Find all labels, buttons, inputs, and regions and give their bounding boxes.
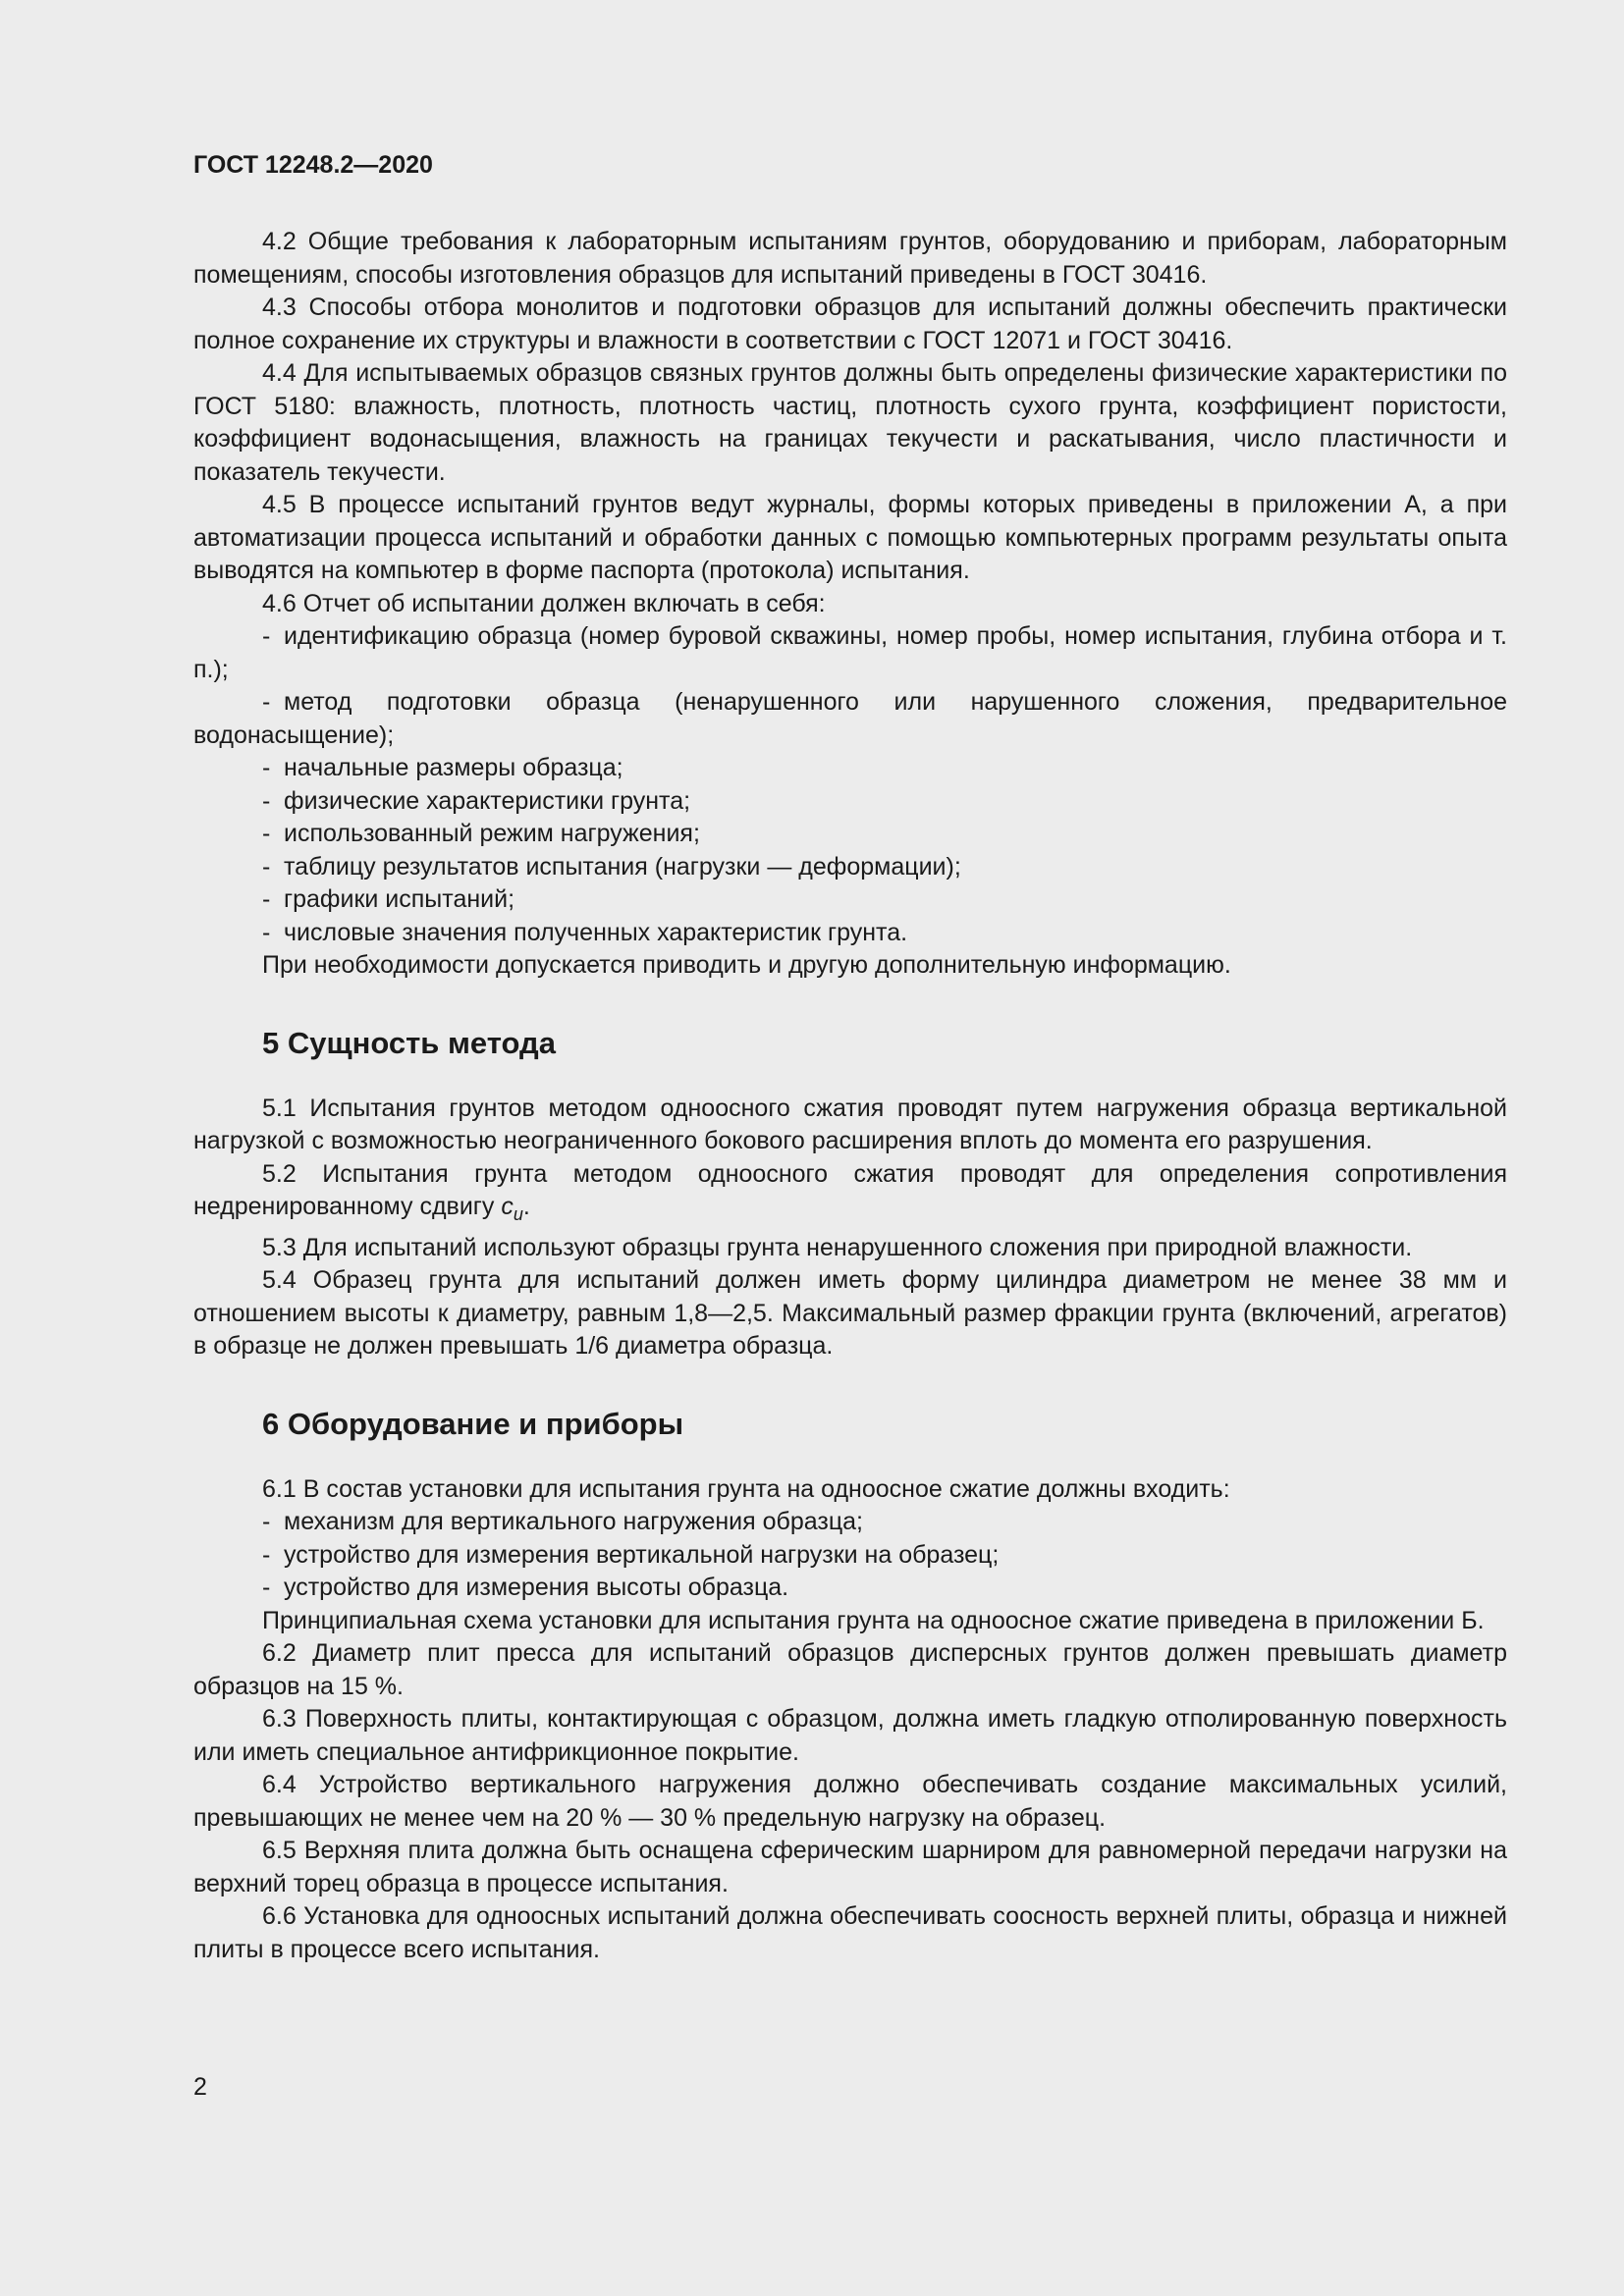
paragraph-5-2-text: 5.2 Испытания грунта методом одноосного сжатия проводят для определения сопротивления недренированному сдвигу (193, 1159, 1507, 1220)
list-dash: - (262, 1574, 271, 1601)
document-code-header: ГОСТ 12248.2—2020 (193, 151, 433, 179)
cu-symbol: c (501, 1193, 514, 1220)
paragraph-4-6: 4.6 Отчет об испытании должен включать в себя: (262, 589, 826, 617)
paragraph-4-5: 4.5 В процессе испытаний грунтов ведут журналы, формы которых приведены в приложении А, а при автоматизации процесса испытаний и обработки данных с помощью компьютерных программ результаты опыта выводятся на компьютер в форме паспорта (протокола) испытания. (193, 491, 1507, 584)
list-item (193, 686, 1507, 752)
list-dash: - (262, 885, 271, 913)
list-item (193, 917, 1507, 950)
paragraph-4-2: 4.2 Общие требования к лабораторным испытаниям грунтов, оборудованию и приборам, лабораторным помещениям, способы изготовления образцов для испытаний приведены в ГОСТ 30416. (193, 228, 1507, 289)
list-dash: - (262, 786, 271, 815)
paragraph-6-2: 6.2 Диаметр плит пресса для испытаний образцов дисперсных грунтов должен превышать диаметр образцов на 15 %. (193, 1639, 1507, 1700)
list-item-text: графики испытаний; (284, 885, 515, 913)
paragraph-4-4: 4.4 Для испытываемых образцов связных грунтов должны быть определены физические характеристики по ГОСТ 5180: влажность, плотность, плотность частиц, плотность сухого грунта, коэффициент пористости, коэффициент водонасыщения, влажность на границах текучести и раскатывания, число пластичности и показатель текучести. (193, 359, 1507, 486)
list-dash: - (262, 1508, 271, 1535)
paragraph-4-3: 4.3 Способы отбора монолитов и подготовки образцов для испытаний должны обеспечить практически полное сохранение их структуры и влажности в соответствии с ГОСТ 12071 и ГОСТ 30416. (193, 294, 1507, 354)
list-dash: - (262, 688, 271, 716)
list-dash: - (262, 622, 271, 650)
paragraph-6-3: 6.3 Поверхность плиты, контактирующая с образцом, должна иметь гладкую отполированную поверхность или иметь специальное антифрикционное покрытие. (193, 1705, 1507, 1766)
paragraph-4-6-note: При необходимости допускается приводить и другую дополнительную информацию. (262, 951, 1231, 979)
list-item (193, 883, 1507, 917)
paragraph-6-6: 6.6 Установка для одноосных испытаний должна обеспечивать соосность верхней плиты, образца и нижней плиты в процессе всего испытания. (193, 1902, 1507, 1963)
list-dash: - (262, 852, 271, 881)
list-item (193, 818, 1507, 851)
list-item-text: метод подготовки образца (ненарушенного или нарушенного сложения, предварительное водонасыщение); (193, 688, 1507, 749)
list-dash: - (262, 1540, 271, 1569)
list-item (193, 1539, 1507, 1573)
list-item-text: использованный режим нагружения; (284, 820, 700, 847)
list-item-text: идентификацию образца (номер буровой скважины, номер пробы, номер испытания, глубина отбора и т. п.); (193, 622, 1507, 683)
document-page (193, 147, 1507, 1966)
list-item (193, 620, 1507, 686)
list-dash: - (262, 820, 271, 847)
list-item-text: физические характеристики грунта; (284, 786, 691, 815)
section-5-title: 5 Сущность метода (262, 1025, 556, 1060)
list-item-text: числовые значения полученных характеристик грунта. (284, 918, 908, 946)
list-item (193, 1506, 1507, 1539)
list-item-text: таблицу результатов испытания (нагрузки — деформации); (284, 852, 961, 881)
list-dash: - (262, 918, 271, 946)
list-item-text: устройство для измерения высоты образца. (284, 1574, 789, 1601)
list-dash: - (262, 754, 271, 781)
paragraph-6-4: 6.4 Устройство вертикального нагружения должно обеспечивать создание максимальных усилий, превышающих не менее чем на 20 % — 30 % предельную нагрузку на образец. (193, 1771, 1507, 1832)
list-item-text: устройство для измерения вертикальной нагрузки на образец; (284, 1540, 1000, 1569)
cu-subscript: u (513, 1204, 523, 1224)
list-item (193, 1572, 1507, 1605)
paragraph-5-2-end: . (522, 1193, 530, 1220)
list-item-text: механизм для вертикального нагружения образца; (284, 1508, 863, 1535)
list-item (193, 785, 1507, 819)
paragraph-5-1: 5.1 Испытания грунтов методом одноосного сжатия проводят путем нагружения образца вертикальной нагрузкой с возможностью неограниченного бокового расширения вплоть до момента его разрушения. (193, 1094, 1507, 1154)
paragraph-6-5: 6.5 Верхняя плита должна быть оснащена сферическим шарниром для равномерной передачи нагрузки на верхний торец образца в процессе испытания. (193, 1837, 1507, 1897)
paragraph-5-4: 5.4 Образец грунта для испытаний должен иметь форму цилиндра диаметром не менее 38 мм и отношением высоты к диаметру, равным 1,8—2,5. Максимальный размер фракции грунта (включений, агрегатов) в образце не должен превышать 1/6 диаметра образца. (193, 1266, 1507, 1360)
section-6-title: 6 Оборудование и приборы (262, 1406, 684, 1441)
paragraph-5-3: 5.3 Для испытаний используют образцы грунта ненарушенного сложения при природной влажности. (262, 1233, 1413, 1261)
page-number: 2 (193, 2073, 207, 2101)
paragraph-5-2 (193, 1158, 1507, 1232)
list-item (193, 851, 1507, 884)
paragraph-6-1: 6.1 В состав установки для испытания грунта на одноосное сжатие должны входить: (262, 1474, 1230, 1503)
list-item (193, 752, 1507, 785)
paragraph-6-1-note: Принципиальная схема установки для испытания грунта на одноосное сжатие приведена в приложении Б. (262, 1606, 1485, 1634)
list-item-text: начальные размеры образца; (284, 754, 623, 781)
